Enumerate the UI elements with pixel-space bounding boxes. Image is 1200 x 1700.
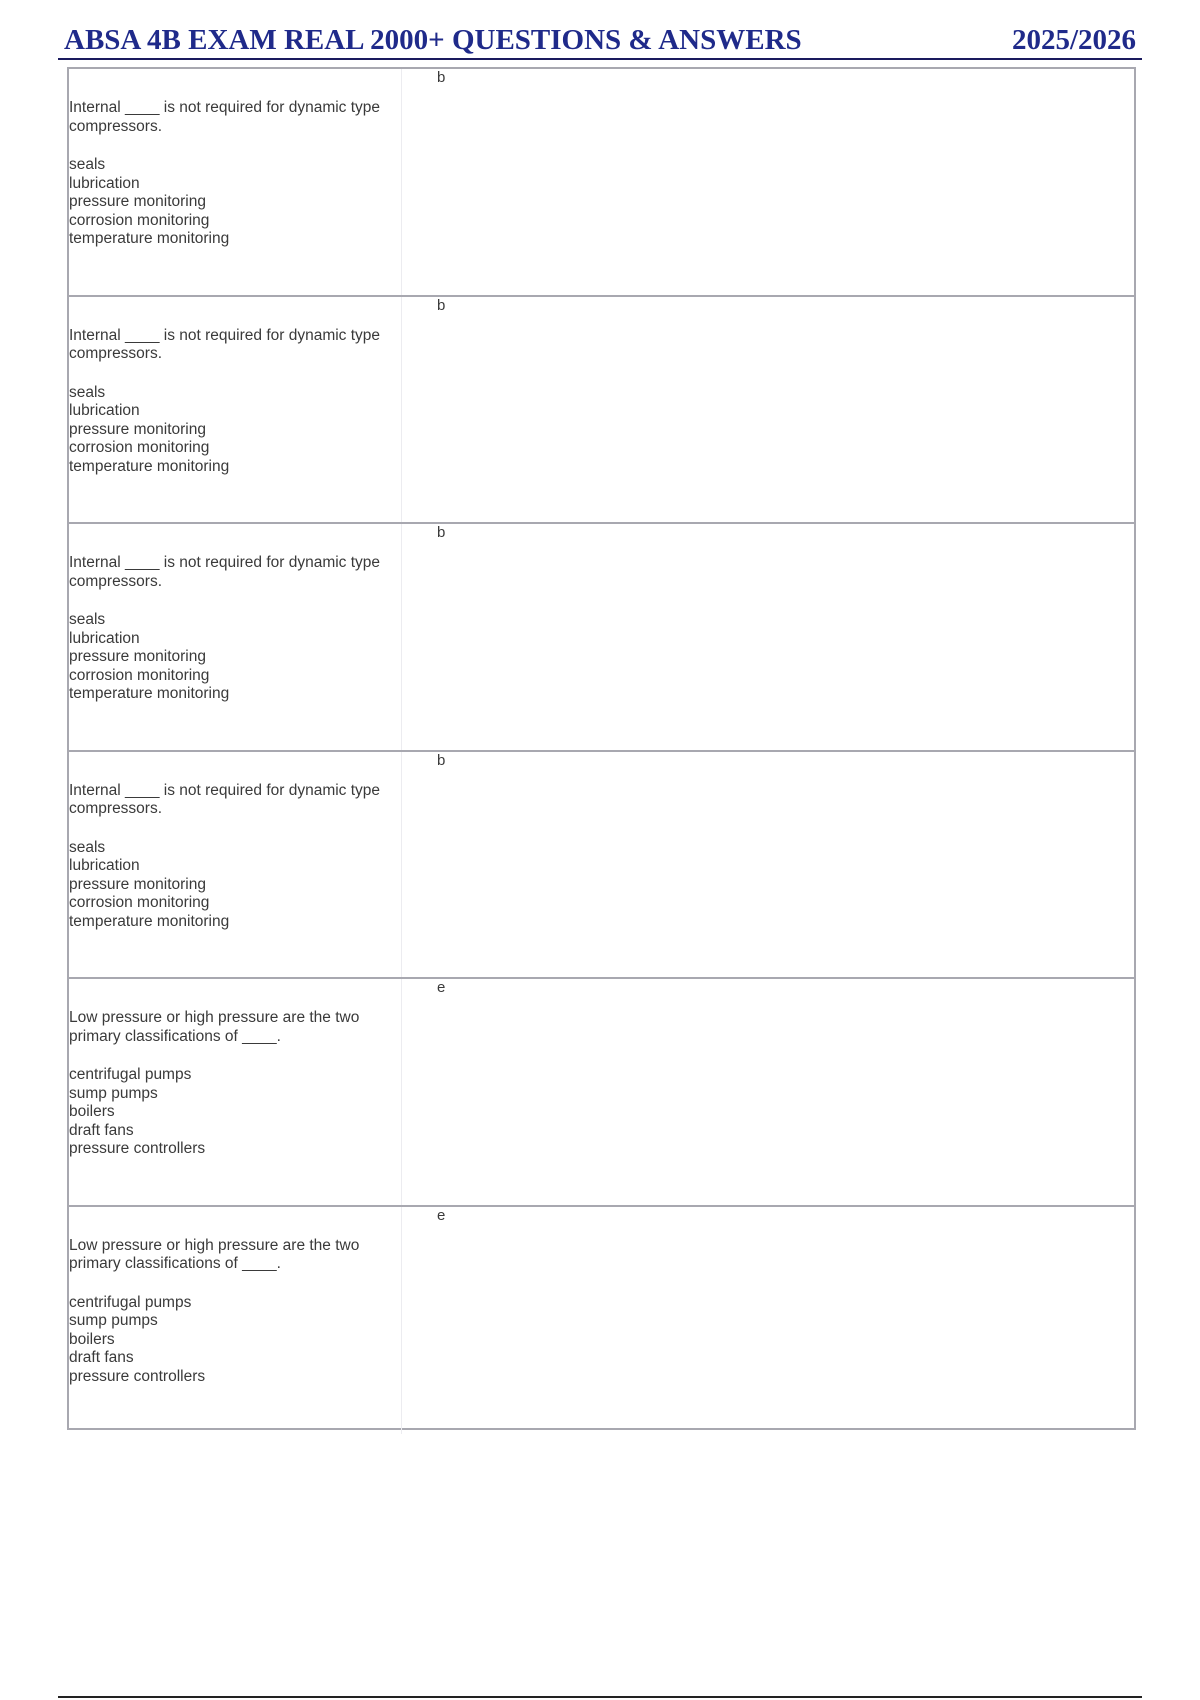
option-item: lubrication xyxy=(69,857,140,874)
option-item: lubrication xyxy=(69,402,140,419)
option-item: temperature monitoring xyxy=(69,912,230,930)
answer-cell xyxy=(402,752,1134,978)
footer-rule xyxy=(58,1696,1142,1698)
option-item: temperature monitoring xyxy=(69,457,230,475)
option-item: temperature monitoring xyxy=(69,230,230,247)
option-item: draft fans xyxy=(69,1121,134,1139)
qa-row xyxy=(69,752,1134,980)
option-item: seals xyxy=(69,383,106,401)
qa-row xyxy=(69,1207,1134,1435)
answer-cell xyxy=(402,524,1134,750)
question-cell xyxy=(69,297,402,523)
option-item: corrosion monitoring xyxy=(69,439,210,456)
option-item: corrosion monitoring xyxy=(69,211,210,229)
option-item: lubrication xyxy=(69,629,140,647)
option-item: boilers xyxy=(69,1330,115,1348)
qa-row xyxy=(69,297,1134,525)
option-list xyxy=(69,1294,389,1387)
question-cell xyxy=(69,524,402,750)
document-title: ABSA 4B EXAM REAL 2000+ QUESTIONS & ANSWERS xyxy=(64,24,802,56)
question-text: Internal ____ is not required for dynamic type compressors. xyxy=(69,99,381,135)
option-item: pressure monitoring xyxy=(69,193,206,210)
question-text: Low pressure or high pressure are the two primary classifications of ____. xyxy=(69,1009,360,1045)
qa-table xyxy=(67,67,1136,1430)
answer-text: b xyxy=(437,69,446,86)
option-item: draft fans xyxy=(69,1349,134,1366)
option-item: corrosion monitoring xyxy=(69,894,210,911)
qa-row xyxy=(69,979,1134,1207)
option-item: temperature monitoring xyxy=(69,685,230,702)
option-item: pressure monitoring xyxy=(69,648,206,665)
question-text: Low pressure or high pressure are the two primary classifications of ____. xyxy=(69,1236,360,1272)
option-item: centrifugal pumps xyxy=(69,1066,192,1083)
answer-cell xyxy=(402,979,1134,1205)
option-list xyxy=(69,1066,389,1159)
option-item: pressure controllers xyxy=(69,1367,206,1385)
option-item: sump pumps xyxy=(69,1312,158,1329)
question-text: Internal ____ is not required for dynamic type compressors. xyxy=(69,554,381,590)
answer-text: e xyxy=(437,979,446,996)
question-cell xyxy=(69,1207,402,1435)
question-text: Internal ____ is not required for dynamic type compressors. xyxy=(69,781,381,817)
question-cell xyxy=(69,979,402,1205)
option-item: sump pumps xyxy=(69,1084,158,1102)
answer-text: b xyxy=(437,296,446,314)
option-item: pressure controllers xyxy=(69,1140,206,1157)
question-text: Internal ____ is not required for dynamic type compressors. xyxy=(69,326,381,362)
answer-cell xyxy=(402,297,1134,523)
document-year: 2025/2026 xyxy=(1011,24,1136,56)
qa-row xyxy=(69,524,1134,752)
option-item: seals xyxy=(69,156,106,173)
answer-cell xyxy=(402,1207,1134,1435)
answer-text: b xyxy=(437,751,446,769)
option-item: boilers xyxy=(69,1103,115,1120)
option-item: centrifugal pumps xyxy=(69,1293,192,1311)
page-header xyxy=(58,22,1142,60)
answer-text: b xyxy=(437,524,446,541)
option-item: pressure monitoring xyxy=(69,420,206,438)
option-list xyxy=(69,839,389,932)
option-item: seals xyxy=(69,611,106,628)
option-item: corrosion monitoring xyxy=(69,666,210,684)
answer-cell xyxy=(402,69,1134,295)
option-item: lubrication xyxy=(69,174,140,192)
option-list xyxy=(69,384,389,477)
option-list xyxy=(69,156,389,249)
option-item: pressure monitoring xyxy=(69,875,206,893)
option-list xyxy=(69,611,389,704)
question-cell xyxy=(69,752,402,978)
qa-row xyxy=(69,69,1134,297)
option-item: seals xyxy=(69,838,106,856)
answer-text: e xyxy=(437,1206,446,1224)
question-cell xyxy=(69,69,402,295)
